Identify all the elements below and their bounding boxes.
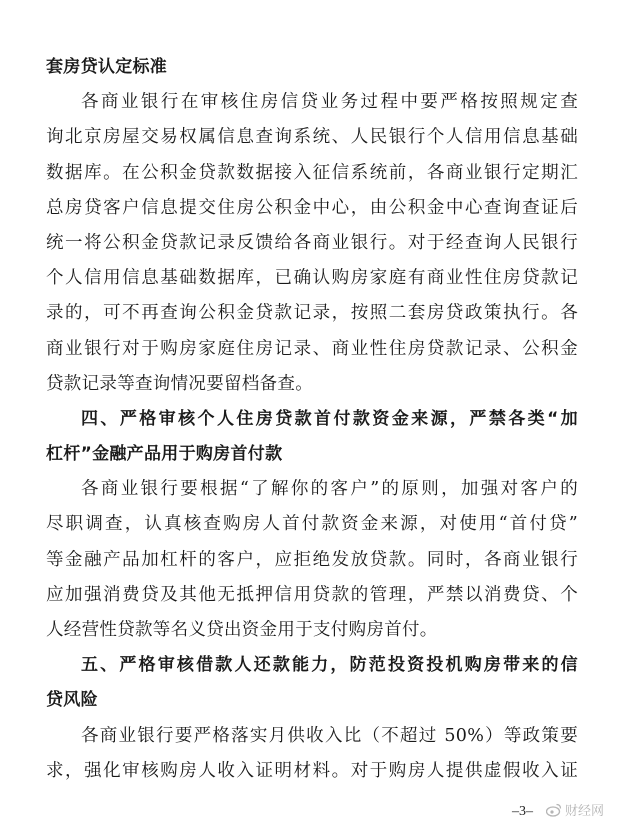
watermark-text: 财经网 xyxy=(565,804,605,819)
paragraph-line: 人经营性贷款等名义贷出资金用于支付购房首付。 xyxy=(46,620,438,640)
weibo-icon xyxy=(546,803,562,817)
watermark xyxy=(546,800,604,819)
paragraph-line: 统一将公积金贷款记录反馈给各商业银行。对于经查询人民银行 xyxy=(46,232,578,253)
paragraph-line: 各商业银行在审核住房信贷业务过程中要严格按照规定查 xyxy=(81,92,578,113)
section-heading-4: 四、严格审核个人住房贷款首付款资金来源，严禁各类“加 xyxy=(81,408,578,429)
paragraph-line: 贷款记录等查询情况要留档备查。 xyxy=(46,373,313,394)
document-body xyxy=(46,50,578,789)
paragraph-line: 各商业银行要严格落实月供收入比（不超过 50%）等政策要 xyxy=(81,725,578,746)
paragraph-line: 个人信用信息基础数据库，已确认购房家庭有商业性住房贷款记 xyxy=(46,268,578,289)
section-heading-4-continued: 杠杆”金融产品用于购房首付款 xyxy=(46,444,283,465)
paragraph-line: 商业银行对于购房家庭住房记录、商业性住房贷款记录、公积金 xyxy=(46,338,578,359)
paragraph-line: 总房贷客户信息提交住房公积金中心，由公积金中心查询查证后 xyxy=(46,197,578,218)
paragraph-line: 录的，可不再查询公积金贷款记录，按照二套房贷政策执行。各 xyxy=(46,303,578,324)
paragraph-line: 等金融产品加杠杆的客户，应拒绝发放贷款。同时，各商业银行 xyxy=(46,549,578,570)
paragraph-line: 应加强消费贷及其他无抵押信用贷款的管理，严禁以消费贷、个 xyxy=(46,584,578,605)
paragraph-line: 各商业银行要根据“了解你的客户”的原则，加强对客户的 xyxy=(81,479,578,500)
section-heading-5-continued: 贷风险 xyxy=(46,690,98,711)
page-number: –3– xyxy=(512,804,533,819)
paragraph-line: 求，强化审核购房人收入证明材料。对于购房人提供虚假收入证 xyxy=(46,760,578,781)
paragraph-line: 尽职调查，认真核查购房人首付款资金来源，对使用“首付贷” xyxy=(46,514,578,535)
section-heading-continued: 套房贷认定标准 xyxy=(46,57,168,77)
paragraph-line: 数据库。在公积金贷款数据接入征信系统前，各商业银行定期汇 xyxy=(46,162,578,183)
paragraph-line: 询北京房屋交易权属信息查询系统、人民银行个人信用信息基础 xyxy=(46,127,578,148)
section-heading-5: 五、严格审核借款人还款能力，防范投资投机购房带来的信 xyxy=(81,655,578,676)
